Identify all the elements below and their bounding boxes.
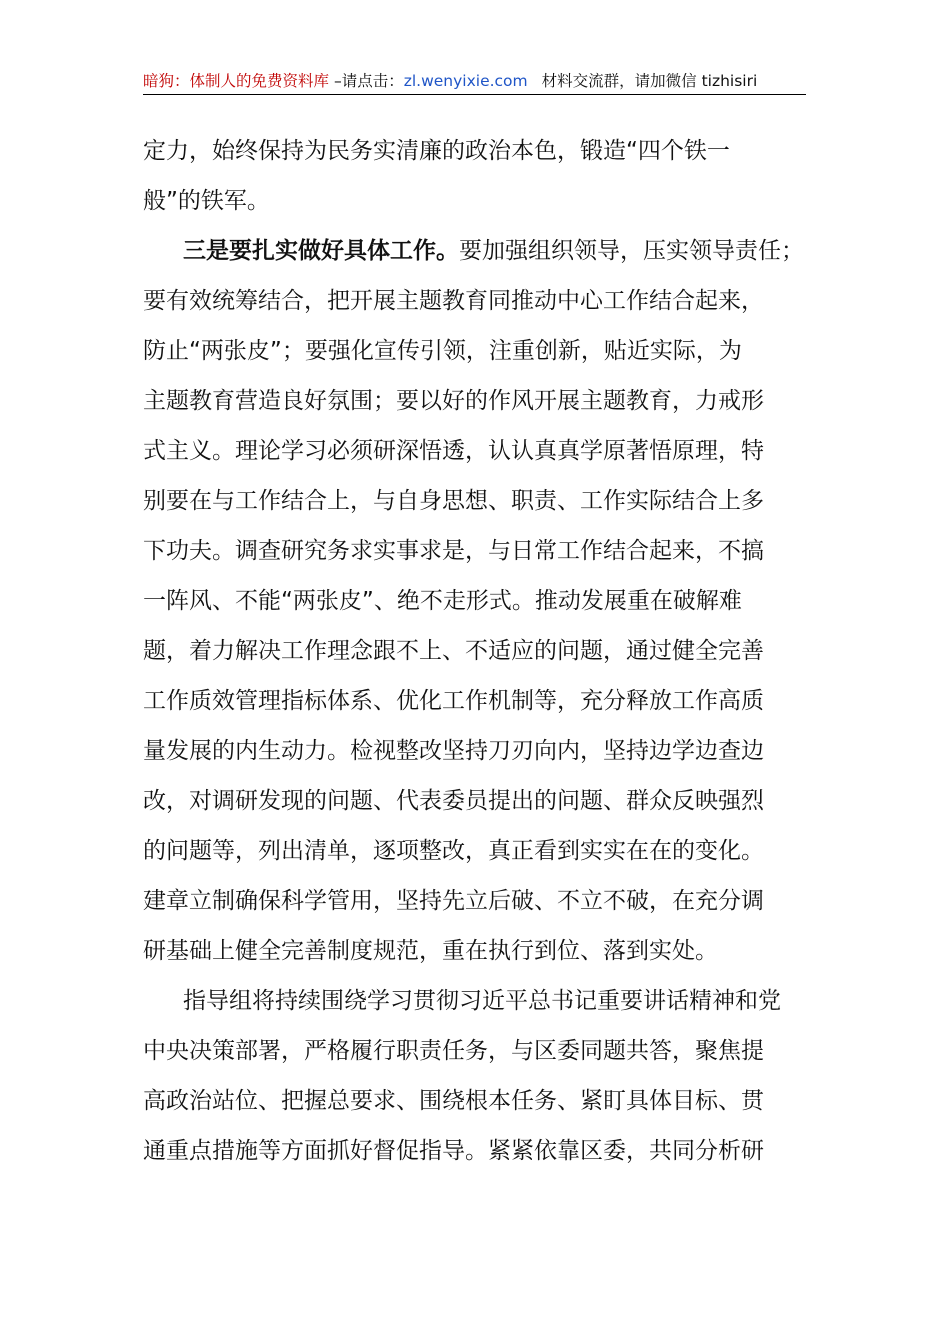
document-body xyxy=(143,126,813,1176)
section-three-heading: 三是要扎实做好具体工作。 xyxy=(183,238,459,264)
text-line: 中央决策部署，严格履行职责任务，与区委同题共答，聚焦提 xyxy=(143,1038,764,1064)
section-three-first-line xyxy=(143,226,813,276)
section-three-first-text: 要加强组织领导，压实领导责任； xyxy=(459,238,804,264)
text-line: 防止“两张皮”；要强化宣传引领，注重创新，贴近实际，为 xyxy=(143,338,742,364)
text-line: 的问题等，列出清单，逐项整改，真正看到实实在在的变化。 xyxy=(143,838,764,864)
text-line: 工作质效管理指标体系、优化工作机制等，充分释放工作高质 xyxy=(143,688,764,714)
text-line: 定力，始终保持为民务实清廉的政治本色，锻造“四个铁一 xyxy=(143,138,730,164)
closing-first-line: 指导组将持续围绕学习贯彻习近平总书记重要讲话精神和党 xyxy=(183,988,781,1014)
text-line: 题，着力解决工作理念跟不上、不适应的问题，通过健全完善 xyxy=(143,638,764,664)
header-link[interactable]: zl.wenyixie.com xyxy=(403,72,528,90)
text-line: 一阵风、不能“两张皮”、绝不走形式。推动发展重在破解难 xyxy=(143,588,742,614)
text-line: 通重点措施等方面抓好督促指导。紧紧依靠区委，共同分析研 xyxy=(143,1138,764,1164)
header-wechat-text: 材料交流群，请加微信 tizhisiri xyxy=(541,72,758,90)
text-line: 改，对调研发现的问题、代表委员提出的问题、群众反映强烈 xyxy=(143,788,764,814)
header-site-label: 暗狗：体制人的免费资料库 xyxy=(143,72,330,90)
text-line: 般”的铁军。 xyxy=(143,188,270,214)
text-line: 式主义。理论学习必须研深悟透，认认真真学原著悟原理，特 xyxy=(143,438,764,464)
text-line: 主题教育营造良好氛围；要以好的作风开展主题教育，力戒形 xyxy=(143,388,764,414)
text-line: 建章立制确保科学管用，坚持先立后破、不立不破，在充分调 xyxy=(143,888,764,914)
text-line: 要有效统筹结合，把开展主题教育同推动中心工作结合起来， xyxy=(143,288,764,314)
text-line: 下功夫。调查研究务求实事求是，与日常工作结合起来，不搞 xyxy=(143,538,764,564)
text-line: 量发展的内生动力。检视整改坚持刀刃向内，坚持边学边查边 xyxy=(143,738,764,764)
text-line: 别要在与工作结合上，与自身思想、职责、工作实际结合上多 xyxy=(143,488,764,514)
page-header xyxy=(143,70,806,95)
header-click-prompt: –请点击： xyxy=(329,72,404,90)
text-line: 高政治站位、把握总要求、围绕根本任务、紧盯具体目标、贯 xyxy=(143,1088,764,1114)
text-line: 研基础上健全完善制度规范，重在执行到位、落到实处。 xyxy=(143,938,718,964)
